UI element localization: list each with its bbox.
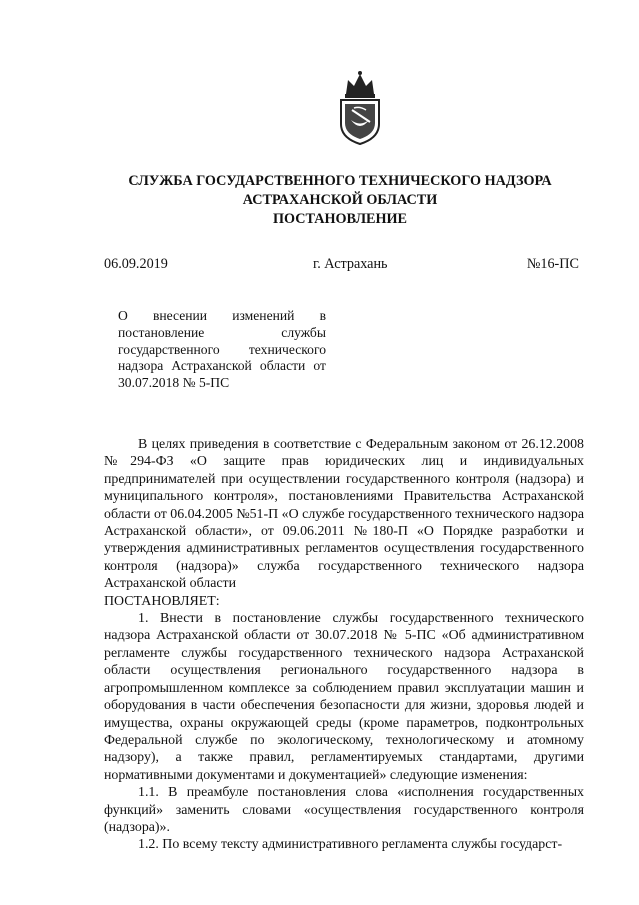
document-header (80, 172, 600, 229)
agency-title: СЛУЖБА ГОСУДАРСТВЕННОГО ТЕХНИЧЕСКОГО НАДЗОРА (128, 173, 552, 189)
document-date: 06.09.2019 (104, 256, 168, 272)
clause-1-1: 1.1. В преамбуле постановления слова «исполнения государственных функций» заменить словами «осуществления государственного контроля (надзора)». (104, 785, 584, 835)
region-title: АСТРАХАНСКОЙ ОБЛАСТИ (242, 192, 438, 208)
preamble-paragraph: В целях приведения в соответствие с Федеральным законом от 26.12.2008 №294-ФЗ «О защите прав юридических лиц и индивидуальных предпринимателей при осуществлении государственного контроля (надзора) и муниципального контроля», постановлениями Правительства Астраханской области от 06.04.2005 №51-П «О службе государственного технического надзора Астраханской области», от 09.06.2011 №180-П «О Порядке разработки и утверждения административных регламентов осуществления государственного контроля (надзора)» служба государственного технического надзора Астраханской области (104, 437, 584, 592)
document-body (104, 436, 584, 854)
document-type: ПОСТАНОВЛЕНИЕ (272, 211, 408, 227)
document-city: г. Астрахань (313, 256, 388, 272)
clause-1: 1. Внести в постановление службы государственного технического надзора Астраханской области от 30.07.2018 № 5-ПС «Об административном регламенте службы государственного технического надзора Астраханской области осуществления регионального государственного надзора в агропромышленном комплексе за соблюдением правил эксплуатации машин и оборудования в части обеспечения безопасности для жизни, здоровья людей и имущества, охраны окружающей среды (кроме параметров, подконтрольных Федеральной службе по экологическому, технологическому и атомному надзору), а также правил, регламентируемых стандартами, другими нормативными документами и документацией» следующие изменения: (104, 611, 584, 783)
coat-of-arms-icon (334, 70, 386, 146)
document-number: №16-ПС (526, 256, 579, 272)
resolves-heading: ПОСТАНОВЛЯЕТ: (104, 593, 220, 609)
document-subject: О внесении изменений в постановление службы государственного технического надзора Астраханской области от 30.07.2018 № 5-ПС (118, 308, 326, 391)
clause-1-2: 1.2. По всему тексту административного регламента службы государст- (138, 837, 563, 853)
